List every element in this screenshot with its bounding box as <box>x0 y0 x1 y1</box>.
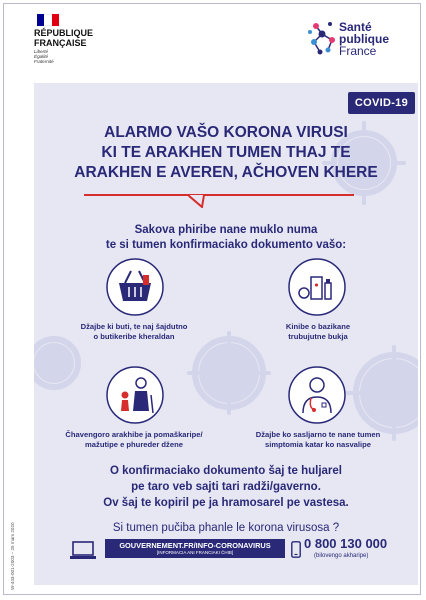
closing-line1: O konfirmaciako dokumento šaj te huljarel <box>110 465 342 477</box>
item-2-line1: Kinibe o bazikane <box>285 322 351 331</box>
poster-panel <box>34 83 418 585</box>
title-line1: ALARMO VAŠO KORONA VIRUSI <box>104 124 348 141</box>
website-subtitle: [INFORMACIA ANI FRANCIAKI ČHIB] <box>156 550 234 555</box>
spf-name <box>339 21 389 57</box>
food-groceries-icon <box>287 257 347 317</box>
spf-line1: Santé <box>339 20 372 34</box>
item-caption-3 <box>52 430 216 450</box>
main-title <box>34 123 418 183</box>
laptop-icon <box>70 540 96 560</box>
item-1-line2: o butikeribe kheraldan <box>93 332 175 341</box>
motto-liberte: Liberté <box>34 49 49 54</box>
sante-publique-france-logo <box>306 18 406 66</box>
closing-line2: pe taro veb sajti tari radži/gaverno. <box>131 481 321 493</box>
shopping-basket-icon <box>105 257 165 317</box>
document-reference: W-443-001-2003 – 25 mars 2020 <box>10 522 15 590</box>
item-3-line1: Čhavengoro arakhibe ja pomaškaripe/ <box>65 430 203 439</box>
motto-fraternite: Fraternité <box>34 59 54 64</box>
title-line2: KI TE ARAKHEN TUMEN THAJ TE <box>101 144 351 161</box>
question-text: Si tumen pučiba phanle le korona virusosa ? <box>112 522 340 534</box>
item-3-line2: mažutipe e phureder džene <box>85 440 183 449</box>
title-underline <box>84 194 354 196</box>
item-caption-4 <box>240 430 396 450</box>
phone-number[interactable]: 0 800 130 000 <box>304 536 388 551</box>
item-caption-2 <box>248 322 388 342</box>
doctor-icon <box>287 365 347 425</box>
rf-motto <box>34 49 104 64</box>
motto-egalite: Égalité <box>34 54 49 59</box>
item-caption-1 <box>64 322 204 342</box>
intro-line1: Sakova phiribe nane muklo numa <box>134 224 318 236</box>
closing-text <box>34 463 418 511</box>
item-1-line1: Džajbe ki buti, te naj šajdutno <box>80 322 188 331</box>
website-link[interactable] <box>105 539 285 558</box>
rf-name-line1: RÉPUBLIQUE <box>34 28 94 38</box>
closing-line3: Ov šaj te kopiril pe ja hramosarel pe vastesa. <box>103 497 349 509</box>
spf-line3: France <box>339 44 377 58</box>
rf-name <box>34 28 104 48</box>
intro-line2: te si tumen konfirmaciako dokumento vašo: <box>105 239 347 251</box>
item-4-line1: Džajbe ko sasljarno te nane tumen <box>255 430 381 439</box>
website-url[interactable]: GOUVERNEMENT.FR/INFO-CORONAVIRUS <box>119 541 271 550</box>
phone-note: (bilovengo akharipe) <box>314 553 369 559</box>
french-flag-icon <box>37 14 59 26</box>
molecule-icon <box>306 18 338 62</box>
phone-icon <box>291 541 301 558</box>
covid-badge: COVID-19 <box>348 92 415 114</box>
item-2-line2: trubujutne bukja <box>288 332 348 341</box>
caregiver-elderly-icon <box>105 365 165 425</box>
speech-bubble-tail-icon <box>188 194 218 208</box>
intro-text <box>34 223 418 253</box>
rf-name-line2: FRANÇAISE <box>34 38 87 48</box>
title-line3: ARAKHEN E AVEREN, AČHOVEN KHERE <box>74 164 378 181</box>
republique-francaise-logo <box>34 14 104 64</box>
spf-line2: publique <box>339 32 389 46</box>
item-4-line2: simptomia katar ko nasvalipe <box>265 440 371 449</box>
